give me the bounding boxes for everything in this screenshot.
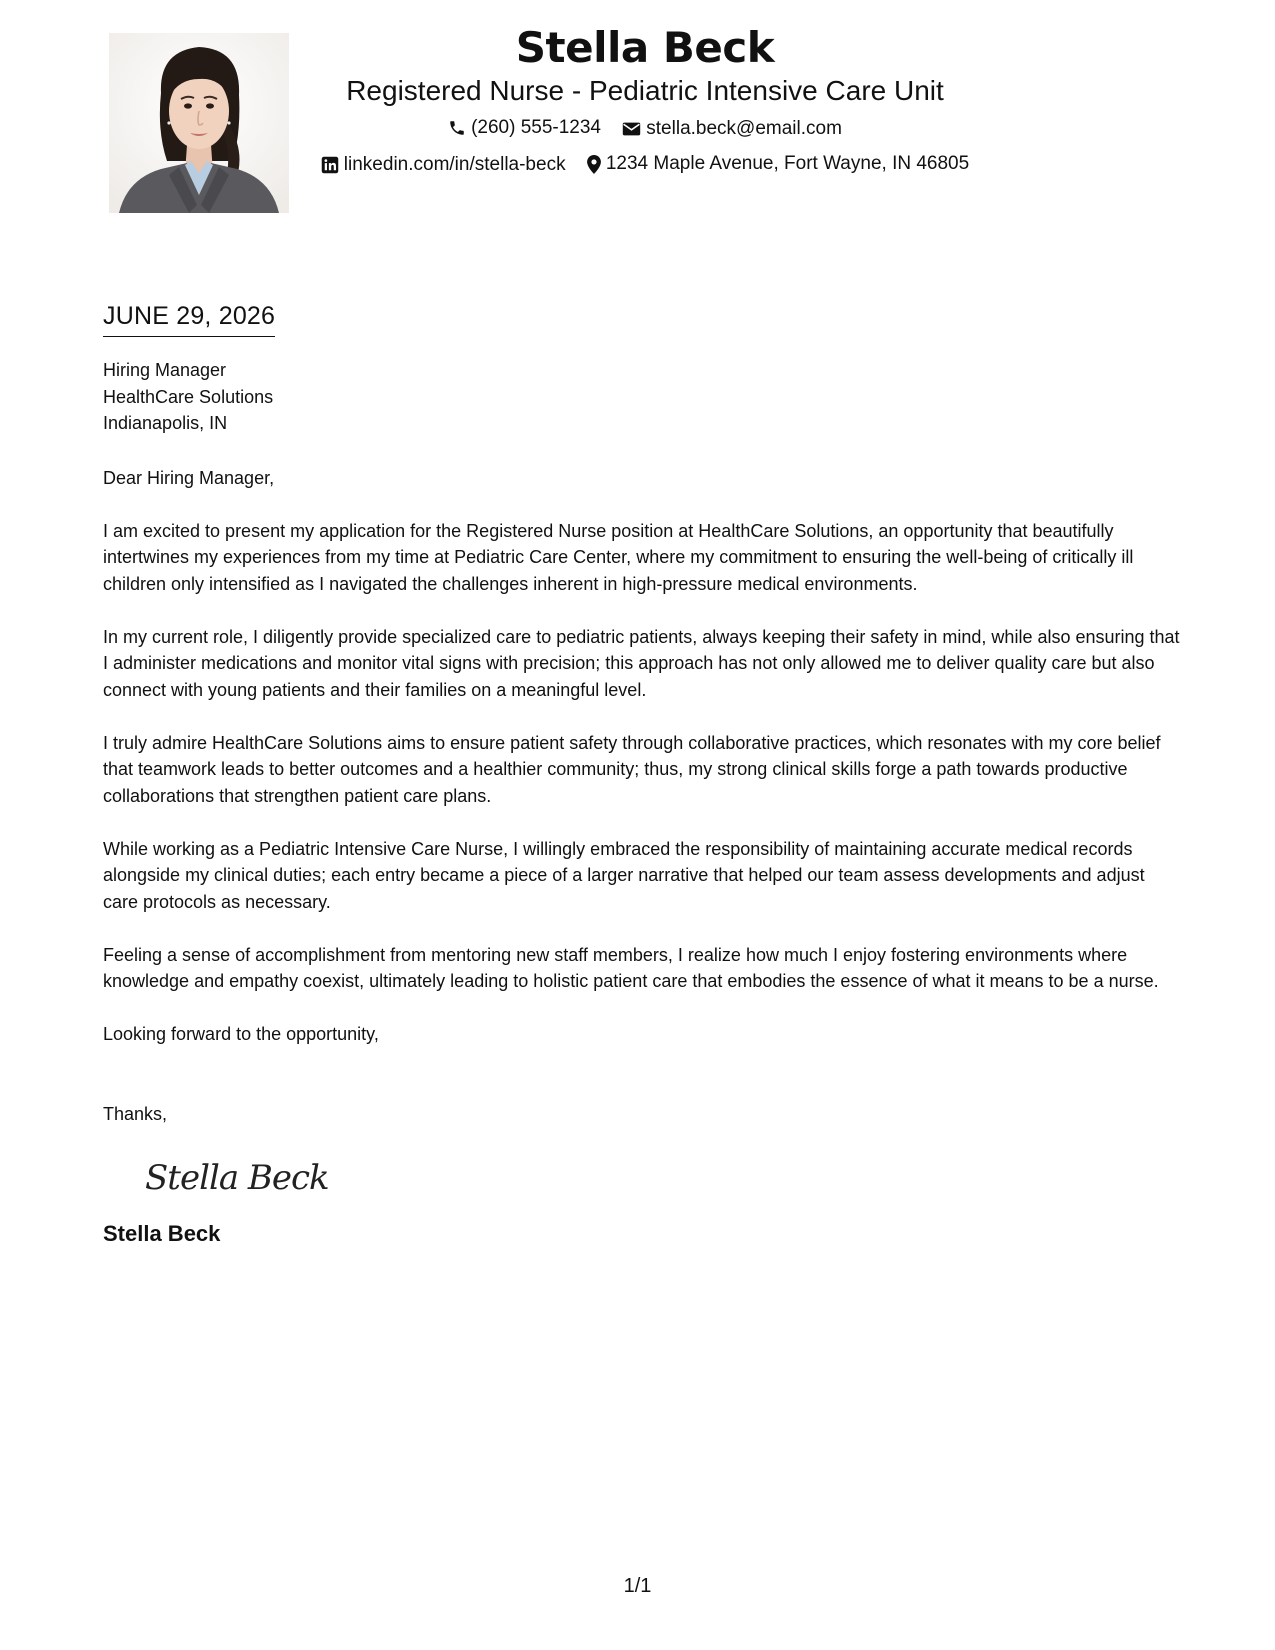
handwritten-signature <box>143 1153 1183 1201</box>
recipient-block <box>103 357 1183 437</box>
salutation: Dear Hiring Manager, <box>103 467 275 488</box>
paragraph-1: I am excited to present my application for the Registered Nurse position at HealthCare Solutions, an opportunity that beautifully intertwines my experiences from my time at Pediatric Care Center, where my commitment to ensuring the well-being of critically ill children only intensified as I navigated the challenges inherent in high-pressure medical environments. <box>103 520 1134 594</box>
profile-photo <box>109 33 289 213</box>
candidate-title: Registered Nurse - Pediatric Intensive Care Unit <box>346 75 944 106</box>
paragraph-2: In my current role, I diligently provide specialized care to pediatric patients, always keeping their safety in mind, while also ensuring that I administer medications and monitor vital signs with precision; this approach has not only allowed me to deliver quality care but also connect with young patients and their families on a meaningful level. <box>103 626 1180 700</box>
closing-line: Looking forward to the opportunity, <box>103 1024 379 1044</box>
email-text[interactable]: stella.beck@email.com <box>646 118 842 139</box>
paragraph-4: While working as a Pediatric Intensive Care Nurse, I willingly embraced the responsibility of maintaining accurate medical records alongside my clinical duties; each entry became a piece of a larger narrative that helped our team assess developments and adjust care protocols as necessary. <box>103 838 1145 912</box>
address-text: 1234 Maple Avenue, Fort Wayne, IN 46805 <box>605 153 970 174</box>
contact-address <box>587 152 969 176</box>
envelope-icon <box>622 121 641 137</box>
letter-body <box>103 298 1183 1249</box>
recipient-location: Indianapolis, IN <box>103 413 228 433</box>
linkedin-text[interactable]: linkedin.com/in/stella-beck <box>343 153 566 175</box>
recipient-name: Hiring Manager <box>103 360 227 380</box>
contact-line-1 <box>300 116 990 144</box>
contact-phone <box>448 116 601 140</box>
candidate-name: Stella Beck <box>515 23 775 72</box>
contact-email <box>622 117 842 141</box>
signer-name: Stella Beck <box>103 1221 221 1246</box>
svg-text:Stella Beck: Stella Beck <box>145 1158 329 1198</box>
linkedin-icon <box>321 156 339 174</box>
map-pin-icon <box>587 155 601 174</box>
phone-icon <box>448 119 466 137</box>
contact-linkedin <box>321 153 566 177</box>
paragraph-3: I truly admire HealthCare Solutions aims to ensure patient safety through collaborative practices, which resonates with my core belief that teamwork leads to better outcomes and a healthier community; thus, my strong clinical skills forge a path towards productive collaborations that strengthen patient care plans. <box>103 732 1161 806</box>
signoff: Thanks, <box>103 1103 168 1124</box>
page-indicator: 1/1 <box>623 1575 652 1597</box>
paragraph-5: Feeling a sense of accomplishment from mentoring new staff members, I realize how much I enjoy fostering environments where knowledge and empathy coexist, ultimately leading to holistic patient care that embodies the essence of what it means to be a nurse. <box>103 944 1159 991</box>
letter-date: JUNE 29, 2026 <box>103 298 275 337</box>
header <box>300 22 990 181</box>
phone-text[interactable]: (260) 555-1234 <box>471 117 601 138</box>
contact-line-2 <box>300 152 990 181</box>
recipient-company: HealthCare Solutions <box>103 386 274 407</box>
